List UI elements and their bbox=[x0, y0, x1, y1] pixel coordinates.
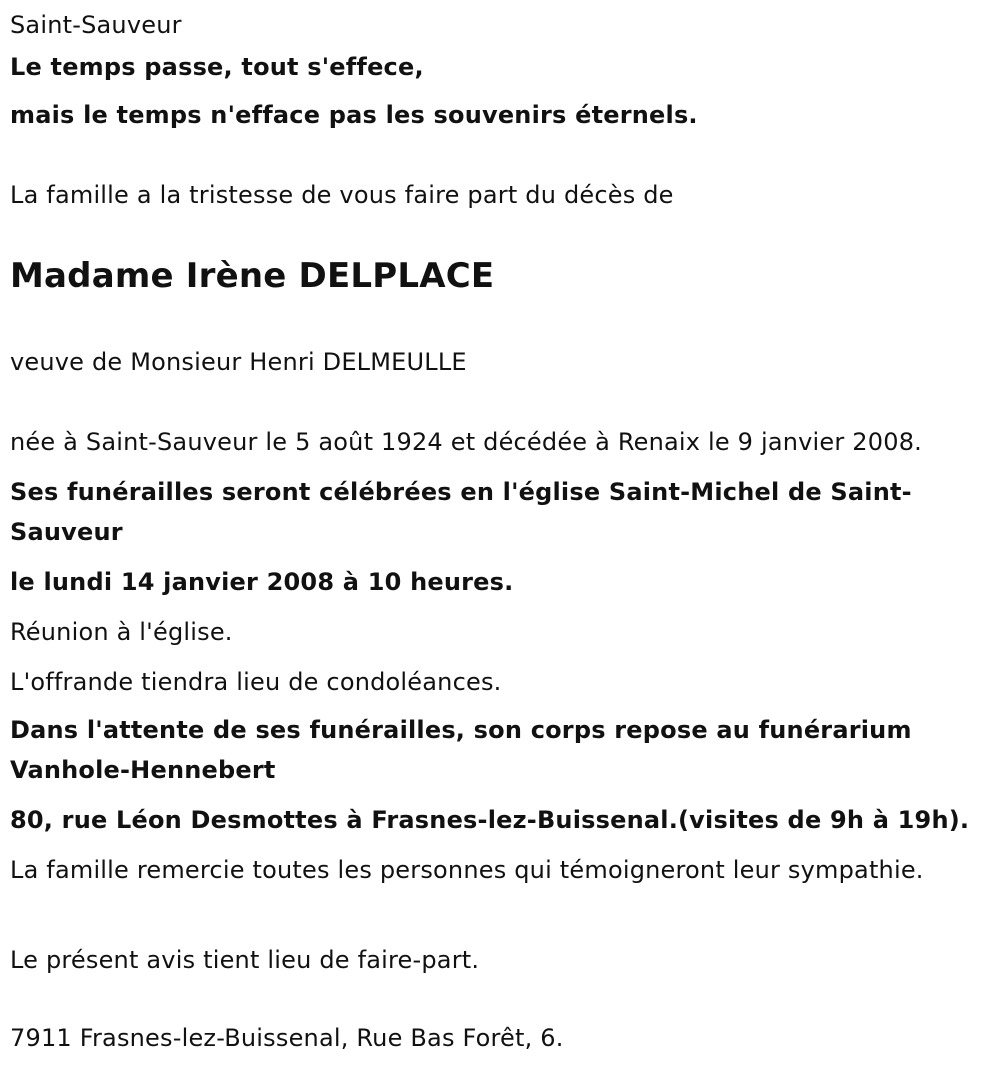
rest-place: Dans l'attente de ses funérailles, son corps repose au funérarium Vanhole-Hennebert bbox=[10, 716, 912, 784]
thanks-line: La famille remercie toutes les personnes qui témoigneront leur sympathie. bbox=[10, 856, 924, 884]
epigraph-line-1: Le temps passe, tout s'effece, bbox=[10, 53, 424, 81]
birth-death-line: née à Saint-Sauveur le 5 août 1924 et décédée à Renaix le 9 janvier 2008. bbox=[10, 428, 922, 456]
funeral-place: Ses funérailles seront célébrées en l'église Saint-Michel de Saint-Sauveur bbox=[10, 478, 912, 546]
meeting-line: Réunion à l'église. bbox=[10, 618, 233, 646]
location-line: Saint-Sauveur bbox=[10, 11, 182, 39]
intro-line: La famille a la tristesse de vous faire part du décès de bbox=[10, 181, 674, 209]
epigraph-line-2: mais le temps n'efface pas les souvenirs éternels. bbox=[10, 101, 698, 129]
address-line: 7911 Frasnes-lez-Buissenal, Rue Bas Forêt, 6. bbox=[10, 1024, 564, 1052]
spouse-line: veuve de Monsieur Henri DELMEULLE bbox=[10, 348, 467, 376]
faire-part-line: Le présent avis tient lieu de faire-part. bbox=[10, 946, 480, 974]
deceased-name: Madame Irène DELPLACE bbox=[10, 256, 495, 296]
rest-address: 80, rue Léon Desmottes à Frasnes-lez-Buissenal.(visites de 9h à 19h). bbox=[10, 806, 970, 834]
funeral-time: le lundi 14 janvier 2008 à 10 heures. bbox=[10, 568, 514, 596]
offering-line: L'offrande tiendra lieu de condoléances. bbox=[10, 668, 502, 696]
